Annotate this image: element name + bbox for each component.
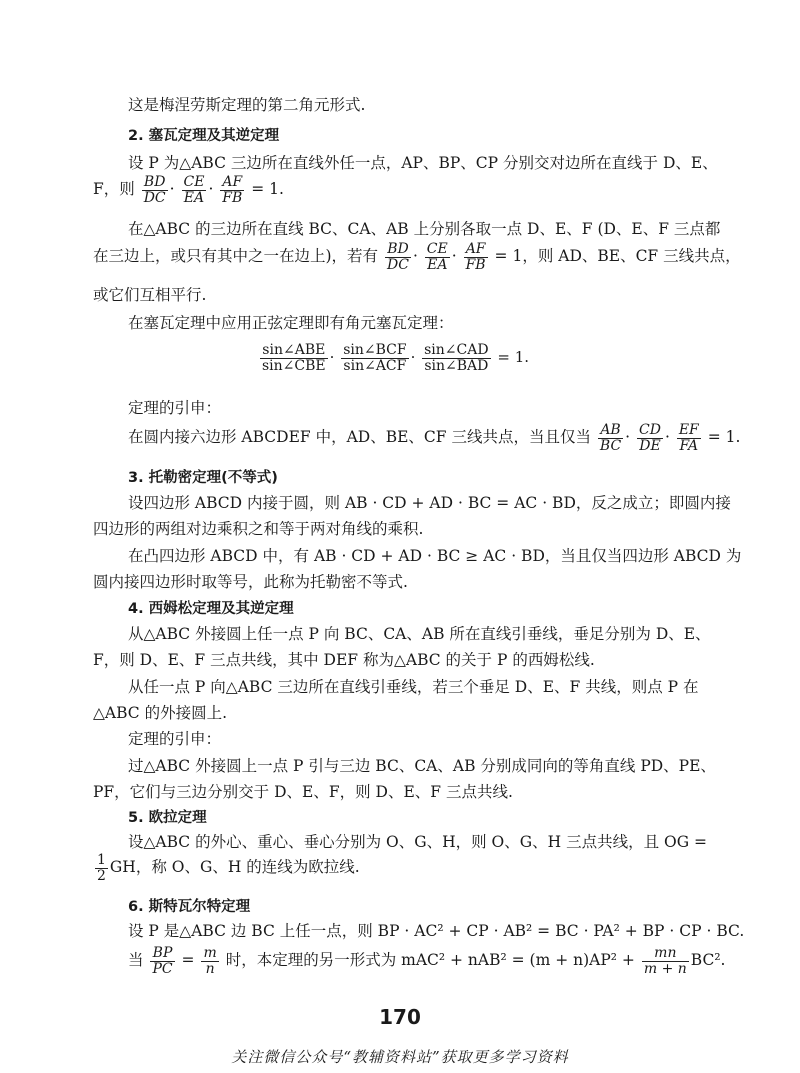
section-heading-6: 6. 斯特瓦尔特定理	[128, 899, 251, 915]
fraction: $\frac{CE}{EA}$	[426, 241, 448, 273]
page-number: 170	[379, 1005, 421, 1029]
section-heading-5: 5. 欧拉定理	[128, 810, 207, 826]
section-heading-3: 3. 托勒密定理(不等式)	[128, 470, 278, 486]
hexagon-line: 在圆内接六边形 ABCDEF 中，AD、BE、CF 三线共点，当且仅当 $\frac{AB}{BC}$ · $\frac{CD}{DE}$ · $\frac{EF}{FA}$ = 1.	[128, 422, 741, 454]
text-line: 在△ABC 的三边所在直线 BC、CA、AB 上分别各取一点 D、E、F (D、E、F 三点都	[128, 220, 721, 238]
fraction: $\frac{1}{2}$	[97, 852, 106, 884]
fraction: $\frac{BD}{DC}$	[387, 241, 409, 273]
text-line: 在凸四边形 ABCD 中，有 AB · CD + AD · BC ≥ AC · BD，当且仅当四边形 ABCD 为	[128, 547, 742, 565]
text-line: 这是梅涅劳斯定理的第二角元形式.	[128, 96, 366, 114]
fraction: $\frac{EF}{FA}$	[678, 422, 699, 454]
fraction: $\frac{BD}{DC}$	[143, 174, 166, 206]
text-line: 设△ABC 的外心、重心、垂心分别为 O、G、H，则 O、G、H 三点共线，且 OG =	[128, 833, 708, 851]
fraction: $\frac{mn}{m + n}$	[643, 945, 687, 977]
text-line: 从△ABC 外接圆上任一点 P 向 BC、CA、AB 所在直线引垂线，垂足分别为 D、E、	[128, 625, 711, 643]
text-line: 定理的引申：	[128, 730, 222, 748]
trig-ceva-formula: $\frac{\text{sin∠ABE}}{\text{sin∠CBE}}$ · $\frac{\text{sin∠BCF}}{\text{sin∠ACF}}$ · $\frac{\text{sin∠CAD}}{\text{sin∠BAD}}$ = 1.	[262, 342, 530, 374]
euler-line: $\frac{1}{2}$ GH，称 O、G、H 的连线为欧拉线.	[97, 852, 360, 884]
text-line: PF，它们与三边分别交于 D、E、F，则 D、E、F 三点共线.	[93, 783, 513, 801]
fraction: $\frac{BP}{PC}$	[152, 945, 173, 977]
text-line: 从任一点 P 向△ABC 三边所在直线引垂线，若三个垂足 D、E、F 共线，则点 P 在	[128, 678, 699, 696]
text-line: 定理的引申：	[128, 399, 222, 417]
fraction: $\frac{CE}{EA}$	[183, 174, 205, 206]
text-line: 设四边形 ABCD 内接于圆，则 AB · CD + AD · BC = AC · BD，反之成立；即圆内接	[128, 494, 731, 512]
stewart-line: 当 $\frac{BP}{PC}$ = $\frac{m}{n}$ 时，本定理的另一形式为 mAC² + nAB² = (m + n)AP² + $\frac{mn}{m + n}$ BC².	[128, 945, 726, 977]
text-line: 在塞瓦定理中应用正弦定理即有角元塞瓦定理：	[128, 314, 454, 332]
text-line: 圆内接四边形时取等号，此称为托勒密不等式.	[93, 573, 408, 591]
text-line: 或它们互相平行.	[93, 286, 207, 304]
fraction: $\frac{CD}{DE}$	[639, 422, 661, 454]
fraction: $\frac{m}{n}$	[203, 945, 217, 977]
text-line: △ABC 的外接圆上.	[93, 704, 228, 722]
ceva-converse-line: 在三边上，或只有其中之一在边上)，若有 $\frac{BD}{DC}$ · $\frac{CE}{EA}$ · $\frac{AF}{FB}$ = 1，则 AD、BE、CF 三线共点，	[93, 241, 741, 273]
text-line: 过△ABC 外接圆上一点 P 引与三边 BC、CA、AB 分别成同向的等角直线 PD、PE、	[128, 757, 716, 775]
fraction: $\frac{AF}{FB}$	[465, 241, 486, 273]
text-line: 设 P 是△ABC 边 BC 上任一点，则 BP · AC² + CP · AB² = BC · PA² + BP · CP · BC.	[128, 922, 745, 940]
text-line: 设 P 为△ABC 三边所在直线外任一点，AP、BP、CP 分别交对边所在直线于 D、E、	[128, 154, 718, 172]
text-line: F，则 D、E、F 三点共线，其中 DEF 称为△ABC 的关于 P 的西姆松线.	[93, 651, 595, 669]
section-heading-2: 2. 塞瓦定理及其逆定理	[128, 128, 280, 144]
footer-note: 关注微信公众号“教辅资料站”获取更多学习资料	[231, 1048, 569, 1066]
fraction: $\frac{AB}{BC}$	[599, 422, 622, 454]
fraction: $\frac{AF}{FB}$	[222, 174, 243, 206]
text-line: 四边形的两组对边乘积之和等于两对角线的乘积.	[93, 520, 424, 538]
ceva-formula-line: F，则 $\frac{BD}{DC}$ · $\frac{CE}{EA}$ · $\frac{AF}{FB}$ = 1.	[93, 174, 284, 206]
section-heading-4: 4. 西姆松定理及其逆定理	[128, 601, 294, 617]
